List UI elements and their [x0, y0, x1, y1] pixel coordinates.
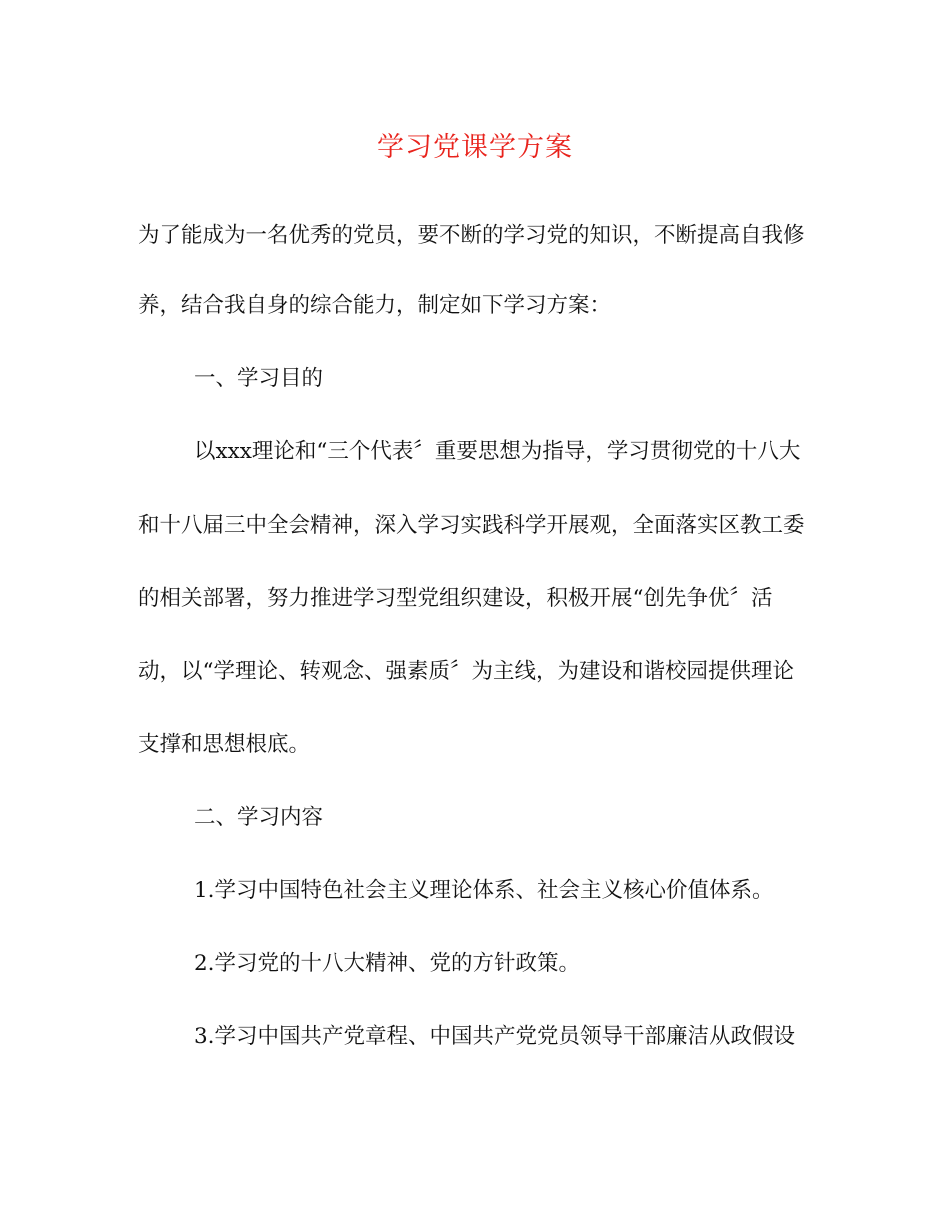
paragraph-line: 养，结合我自身的综合能力，制定如下学习方案：: [138, 293, 612, 318]
document-title: 学习党课学方案: [377, 132, 573, 163]
list-item: 3.学习中国共产党章程、中国共产党党员领导干部廉洁从政假设: [194, 1024, 796, 1049]
section-heading-content: 二、学习内容: [194, 805, 324, 830]
paragraph-line: 动，以“学理论、转观念、强素质〞为主线，为建设和谐校园提供理论: [138, 659, 794, 684]
paragraph-line: 支撑和思想根底。: [138, 732, 311, 757]
paragraph-line: 为了能成为一名优秀的党员，要不断的学习党的知识，不断提高自我修: [138, 223, 805, 248]
section-heading-purpose: 一、学习目的: [194, 366, 324, 391]
paragraph-line: 的相关部署，努力推进学习型党组织建设，积极开展“创先争优〞活: [138, 586, 773, 611]
paragraph-line: 以xxx理论和“三个代表〞重要思想为指导，学习贯彻党的十八大: [194, 439, 801, 464]
list-item: 2.学习党的十八大精神、党的方针政策。: [194, 951, 581, 976]
list-item: 1.学习中国特色社会主义理论体系、社会主义核心价值体系。: [194, 878, 774, 903]
paragraph-line: 和十八届三中全会精神，深入学习实践科学开展观，全面落实区教工委: [138, 513, 805, 538]
